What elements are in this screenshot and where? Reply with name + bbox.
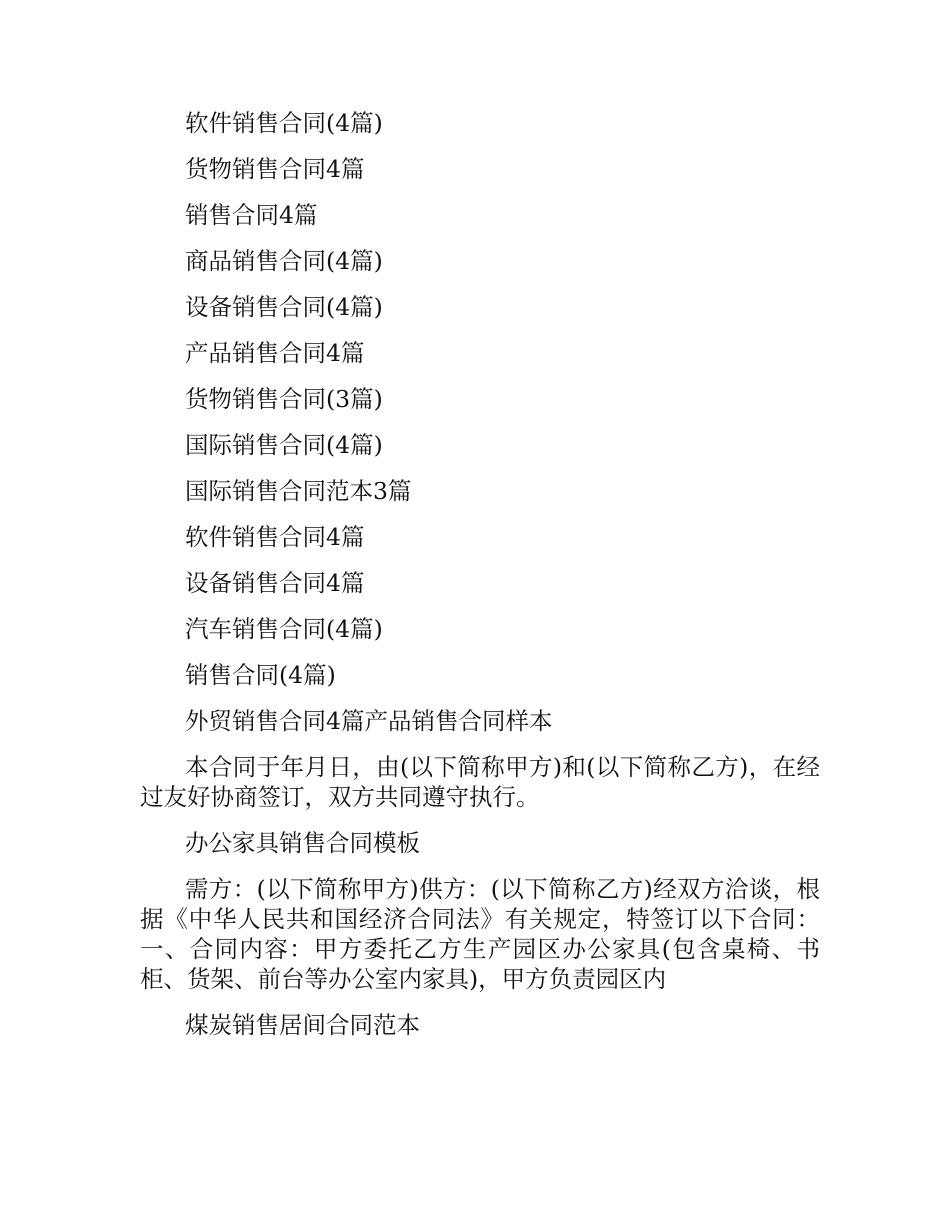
title-commodity-sales-contract: 商品销售合同(4篇) [185, 247, 383, 275]
title-equipment-sales-contract: 设备销售合同(4篇) [185, 293, 383, 321]
title-international-sales-contract: 国际销售合同(4篇) [185, 431, 383, 459]
title-equipment-sales-contract-2: 设备销售合同4篇 [185, 569, 365, 597]
document-page [140, 108, 820, 1056]
heading-office-furniture-contract: 办公家具销售合同模板 [185, 829, 420, 857]
office-furniture-paragraph: 需方：(以下简称甲方)供方：(以下简称乙方)经双方洽谈，根据《中华人民共和国经济合同法》有关规定，特签订以下合同：一、合同内容：甲方委托乙方生产园区办公家具(包含桌椅、书柜、货架、前台等办公室内家具)，甲方负责园区内 [140, 875, 820, 993]
title-sales-contract: 销售合同4篇 [185, 201, 318, 229]
title-software-sales-contract-2: 软件销售合同4篇 [185, 523, 365, 551]
title-goods-sales-contract-3: 货物销售合同(3篇) [185, 385, 383, 413]
contract-intro-paragraph: 本合同于年月日，由(以下简称甲方)和(以下简称乙方)，在经过友好协商签订，双方共同遵守执行。 [140, 753, 820, 811]
title-software-sales-contract: 软件销售合同(4篇) [185, 109, 383, 137]
title-auto-sales-contract: 汽车销售合同(4篇) [185, 615, 383, 643]
title-sales-contract-2: 销售合同(4篇) [185, 661, 336, 689]
heading-coal-brokerage-contract: 煤炭销售居间合同范本 [185, 1011, 420, 1039]
title-international-sales-contract-template: 国际销售合同范本3篇 [185, 477, 412, 505]
title-product-sales-contract: 产品销售合同4篇 [185, 339, 365, 367]
title-goods-sales-contract: 货物销售合同4篇 [185, 155, 365, 183]
title-foreign-trade-sales-contract: 外贸销售合同4篇产品销售合同样本 [185, 707, 553, 735]
